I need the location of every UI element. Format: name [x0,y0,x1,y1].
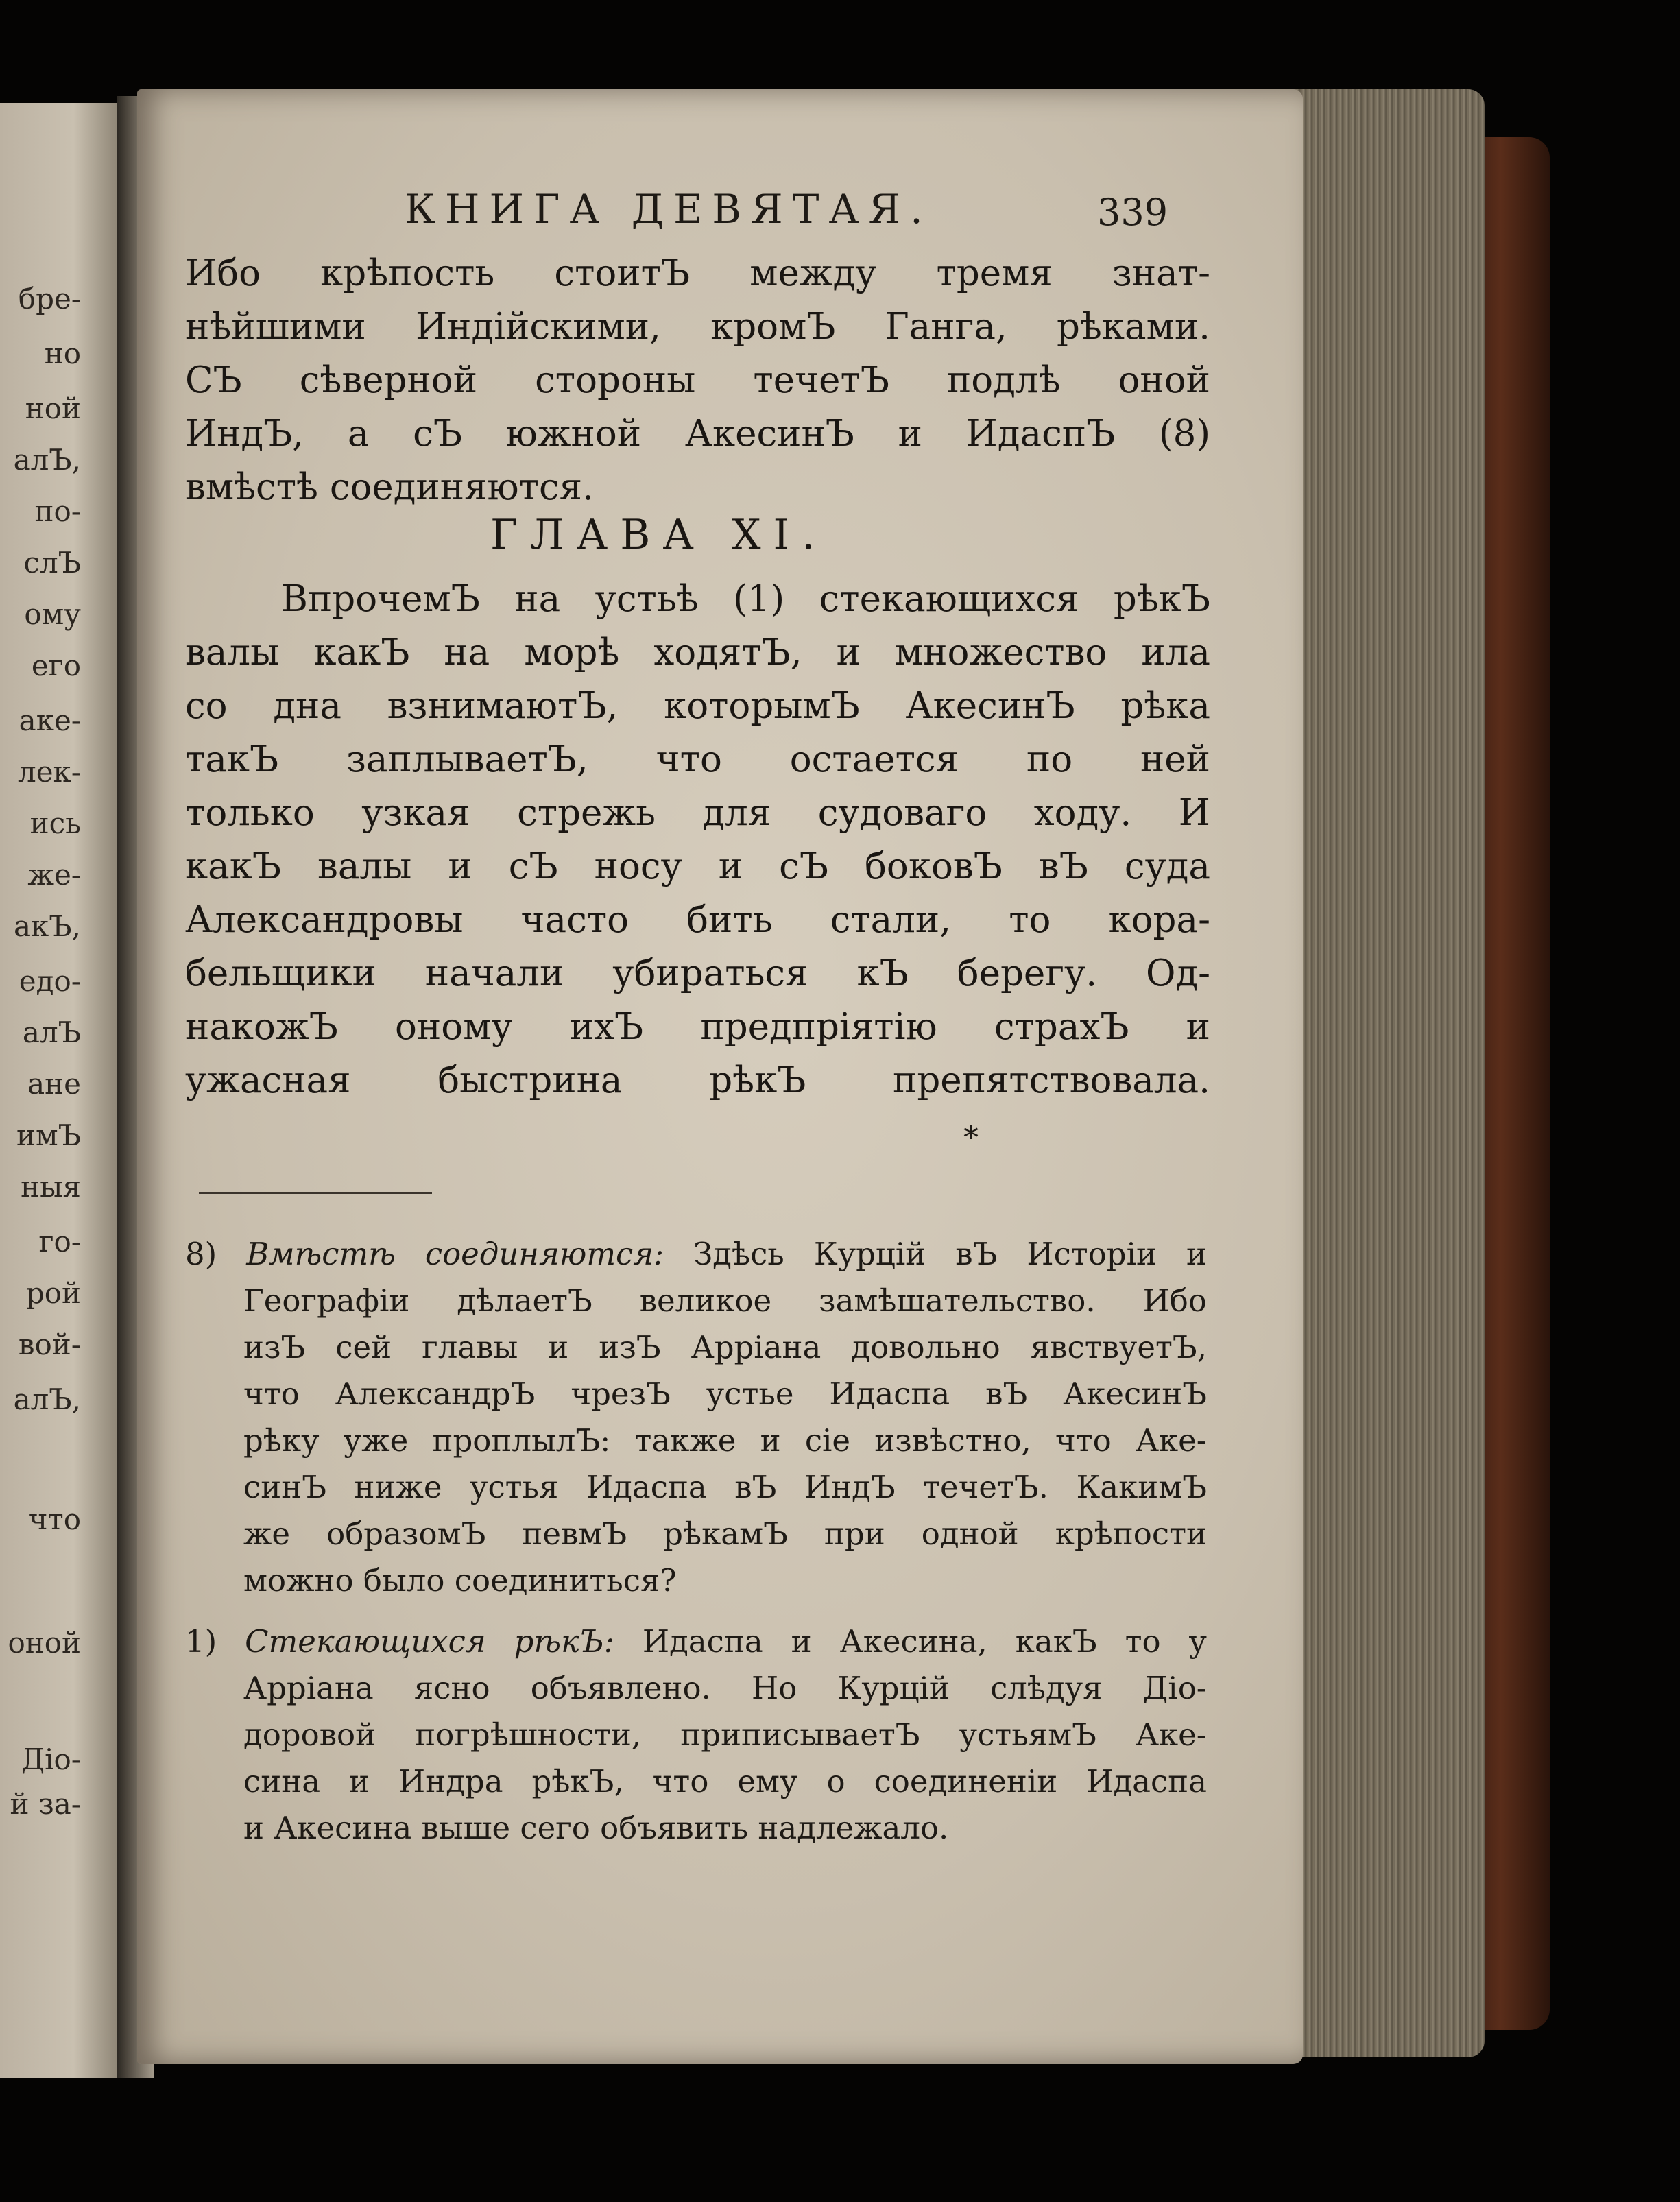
footnote-line: что АлександрЪ чрезЪ устье Идаспа вЪ АкесинЪ [243,1376,1207,1412]
body-line: ВпрочемЪ на устьѣ (1) стекающихся рѣкЪ [281,578,1210,620]
body-line: со дна взнимаютЪ, которымЪ АкесинЪ рѣка [185,685,1210,727]
footnote-line: Арріана ясно объявлено. Но Курцій слѣдуя Діо- [243,1670,1207,1706]
left-page-fragment: по- [34,494,81,528]
left-page-fragment: аке- [19,704,81,737]
footnote-line: и Акесина выше сего объявить надлежало. [243,1810,949,1846]
body-line: бельщики начали убираться кЪ берегу. Од- [185,953,1210,994]
footnote-line: Географіи дѣлаетЪ великое замѣшательство. Ибо [243,1282,1207,1319]
left-page-fragment: ому [24,597,81,631]
body-line: СЪ сѣверной стороны течетЪ подлѣ оной [185,359,1210,401]
left-page-fragment: слЪ [23,546,81,579]
left-facing-page [0,103,134,2078]
left-page-fragment: вой- [18,1328,81,1361]
footnote-separator [199,1192,432,1194]
left-page-fragment: ныя [21,1170,81,1204]
left-page-fragment: имЪ [16,1118,81,1152]
footnote-line: доровой погрѣшности, приписываетЪ устьямЪ Аке- [243,1716,1207,1753]
footnote-line: изЪ сей главы и изЪ Арріана довольно явствуетЪ, [243,1329,1207,1365]
footnote-mark: 1) [185,1623,217,1660]
left-page-fragment: ане [27,1067,81,1101]
left-page-fragment: алЪ [22,1016,81,1049]
running-title: КНИГА ДЕВЯТАЯ. [405,186,933,232]
asterisk-mark: * [963,1121,979,1156]
footnote-lemma: Стекающихся рѣкЪ: [245,1623,614,1660]
left-page-fragment: ной [25,392,81,425]
left-page-fragment: лек- [18,755,81,789]
left-page-fragment: едо- [19,964,81,998]
footnote-mark: 8) [185,1236,217,1272]
left-page-fragment: но [44,337,81,370]
footnote-line: рѣку уже проплылЪ: также и сіе извѣстно, что Аке- [243,1422,1207,1459]
left-page-fragment: й за- [10,1787,81,1821]
left-page-fragment: рой [25,1276,81,1310]
footnote-lemma: Вмѣстѣ соединяются: [246,1236,664,1272]
body-line: Ибо крѣпость стоитЪ между тремя знат- [185,252,1210,294]
body-line: вмѣстѣ соединяются. [185,466,594,508]
left-page-fragment: ись [29,806,81,840]
footnote-line: сина и Индра рѣкЪ, что ему о соединеніи Идаспа [243,1763,1207,1799]
page-block-edges [1289,89,1485,2057]
left-page-fragment: же- [27,858,81,891]
left-page-fragment: его [31,649,81,682]
left-page-fragment: акЪ, [13,909,81,943]
chapter-title: ГЛАВА XI. [490,511,828,559]
body-line: какЪ валы и сЪ носу и сЪ боковЪ вЪ суда [185,846,1210,887]
footnote-line: синЪ ниже устья Идаспа вЪ ИндЪ течетЪ. КакимЪ [243,1469,1207,1505]
right-page [137,89,1303,2064]
left-page-fragment: го- [38,1225,81,1258]
left-page-fragment: алЪ, [13,1383,81,1416]
body-line: ИндЪ, а сЪ южной АкесинЪ и ИдаспЪ (8) [185,413,1210,455]
left-page-fragment: алЪ, [13,443,81,477]
body-line: накожЪ оному ихЪ предпріятію страхЪ и [185,1006,1210,1048]
body-line: нѣйшими Индійскими, кромЪ Ганга, рѣками. [185,306,1210,348]
left-page-fragment: Діо- [21,1743,81,1776]
body-line: такЪ заплываетЪ, что остается по ней [185,739,1210,780]
left-page-fragment: что [28,1503,81,1536]
footnote-line [185,1618,1207,1665]
body-line: только узкая стрежь для судоваго ходу. И [185,792,1210,834]
footnote-line: же образомЪ певмЪ рѣкамЪ при одной крѣпости [243,1516,1207,1552]
footnote-line [185,1231,1207,1278]
footnote-text: Идаспа и Акесина, какЪ то у [642,1623,1208,1660]
page-number: 339 [1097,191,1168,234]
left-page-fragment: брe- [18,282,81,315]
body-line: ужасная быстрина рѣкЪ препятствовала. [185,1060,1210,1101]
left-page-fragment: оной [8,1626,81,1660]
footnote-line: можно было соединиться? [243,1562,677,1599]
body-line: валы какЪ на морѣ ходятЪ, и множество ила [185,632,1210,673]
footnote-text: Здѣсь Курцій вЪ Исторіи и [693,1236,1207,1272]
body-line: Александровы часто бить стали, то кора- [185,899,1210,941]
